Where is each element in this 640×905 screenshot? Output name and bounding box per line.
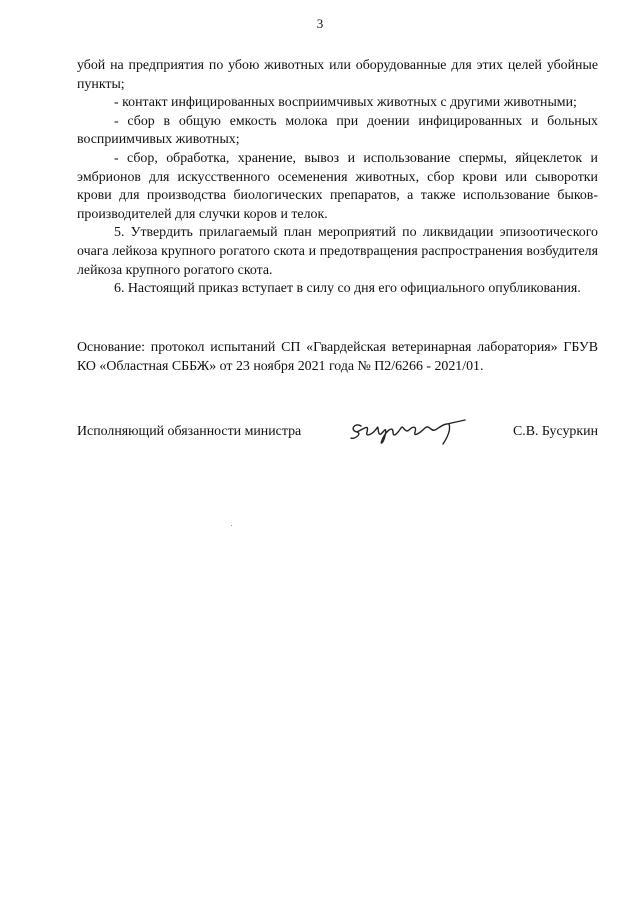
clause-5: 5. Утвердить прилагаемый план мероприятий по ликвидации эпизоотического очага лейкоза крупного рогатого скота и предотвращения распространения возбудителя лейкоза крупного рогатого скота. <box>77 225 598 278</box>
basis-text: Основание: протокол испытаний СП «Гвардейская ветеринарная лаборатория» ГБУВ КО «Областная СББЖ» от 23 ноября 2021 года № П2/6266 - 2021/01. <box>77 340 598 374</box>
signatory-name: С.В. Бусуркин <box>512 424 598 439</box>
clause-6: 6. Настоящий приказ вступает в силу со дня его официального опубликования. <box>114 281 581 297</box>
basis-section <box>77 339 598 376</box>
scan-speck <box>231 525 232 526</box>
list-item-contact: - контакт инфицированных восприимчивых животных с другими животными; <box>114 95 577 111</box>
list-item-sperm-collection: - сбор, обработка, хранение, вывоз и использование спермы, яйцеклеток и эмбрионов для искусственного осеменения животных, сбор крови или сыворотки крови для производства биологических препаратов, а также использование быков-производителей для случки коров и телок. <box>77 150 598 222</box>
document-body <box>77 57 598 299</box>
paragraph-continuation: убой на предприятия по убою животных или оборудованные для этих целей убойные пункты; <box>77 58 598 92</box>
signature-block <box>77 418 598 448</box>
signatory-title: Исполняющий обязанности министра <box>77 424 302 439</box>
page-number: 3 <box>316 16 324 31</box>
handwritten-signature <box>347 412 472 452</box>
list-item-milk-collection: - сбор в общую емкость молока при доении инфицированных и больных восприимчивых животных; <box>77 113 598 148</box>
